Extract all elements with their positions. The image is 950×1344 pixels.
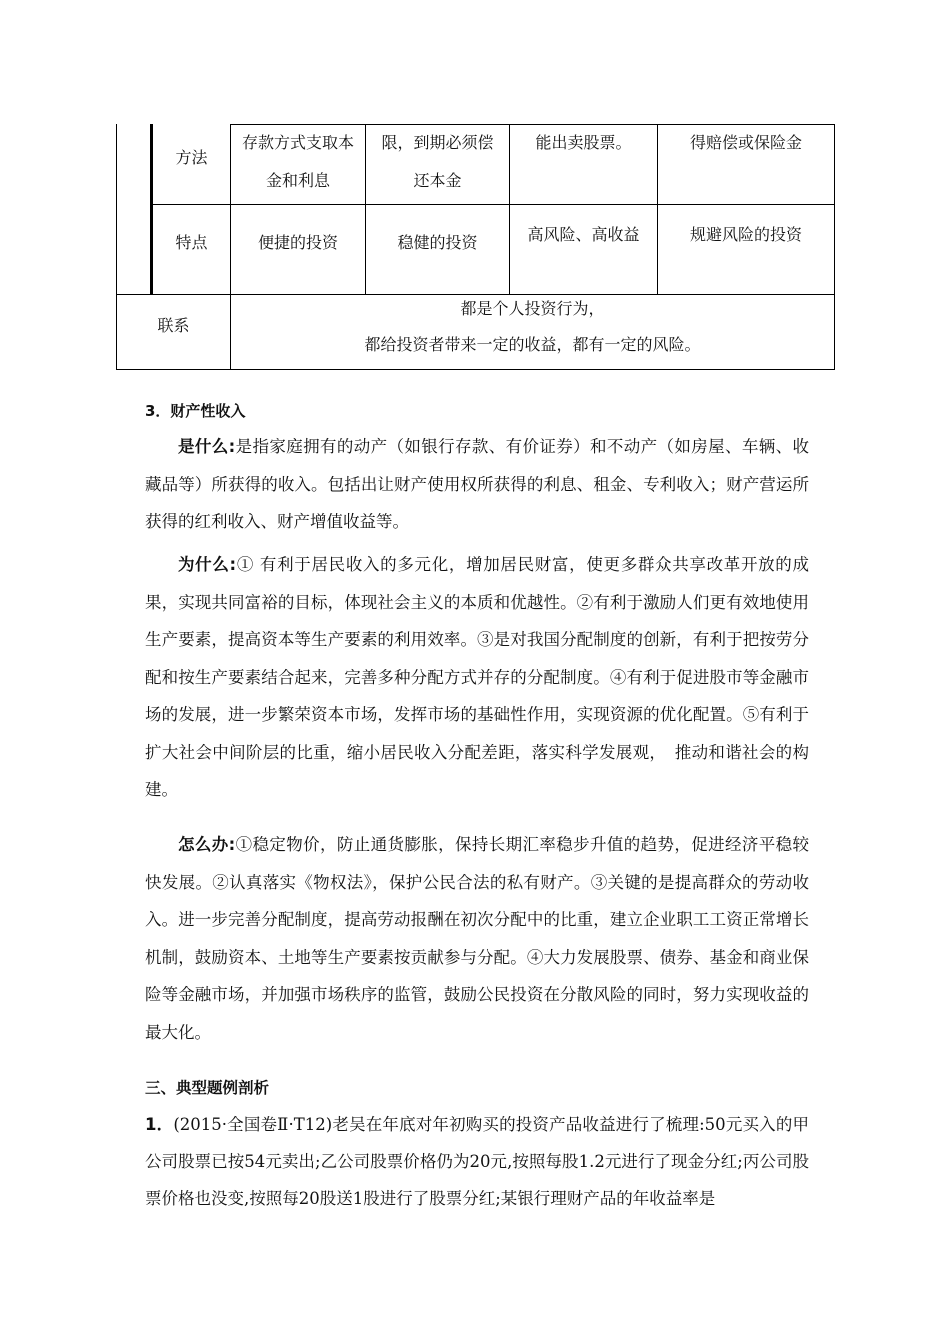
paragraph-text: ① 有利于居民收入的多元化，增加居民财富，使更多群众共享改革开放的成果，实现共同富裕的目标，体现社会主义的本质和优越性。②有利于激励人们更有效地使用生产要素，提高资本等生产要素的利用效率。③是对我国分配制度的创新，有利于把按劳分配和按生产要素结合起来，完善多种分配方式并存的分配制度。④有利于促进股市等金融市场的发展，进一步繁荣资本市场，发挥市场的基础性作用，实现资源的优化配置。⑤有利于扩大社会中间阶层的比重，缩小居民收入分配差距，落实科学发展观， 推动和谐社会的构建。 <box>145 555 809 799</box>
section-heading-examples: 三、典型题例剖析 <box>145 1079 270 1097</box>
row-label-feature: 特点 <box>175 233 208 252</box>
cell-line: 能出卖股票。 <box>535 133 632 152</box>
paragraph-why <box>145 546 809 809</box>
question-1 <box>145 1106 809 1217</box>
paragraph-text: ①稳定物价，防止通货膨胀，保持长期汇率稳步升值的趋势，促进经济平稳较快发展。②认真落实《物权法》，保护公民合法的私有财产。③关键的是提高群众的劳动收入。进一步完善分配制度，提高劳动报酬在初次分配中的比重，建立企业职工工资正常增长机制，鼓励资本、土地等生产要素按贡献参与分配。④大力发展股票、债券、基金和商业保险等金融市场，并加强市场秩序的监管，鼓励公民投资在分散风险的同时，努力实现收益的最大化。 <box>145 835 809 1042</box>
feature-cell-savings: 便捷的投资 <box>257 233 338 252</box>
row-label-link: 联系 <box>157 316 190 335</box>
cell-line: 都是个人投资行为， <box>460 299 605 318</box>
keyword-why: 为什么: <box>178 555 237 574</box>
cell-line: 存款方式支取本 <box>241 133 354 152</box>
method-cell-stocks <box>510 124 657 162</box>
cell-line: 都给投资者带来一定的收益，都有一定的风险。 <box>364 335 701 354</box>
table-border <box>116 369 835 370</box>
feature-cell-stocks: 高风险、高收益 <box>527 225 640 244</box>
cell-line: 还本金 <box>413 171 462 190</box>
feature-cell-bonds: 稳健的投资 <box>397 233 478 252</box>
cell-line: 限，到期必须偿 <box>381 133 494 152</box>
keyword-how: 怎么办: <box>178 835 236 854</box>
link-cell <box>231 291 834 363</box>
question-text: (2015·全国卷Ⅱ·T12)老吴在年底对年初购买的投资产品收益进行了梳理:50元买入的甲公司股票已按54元卖出;乙公司股票价格仍为20元,按照每股1.2元进行了现金分红;丙公司股票价格也没变,按照每20股送1股进行了股票分红;某银行理财产品的年收益率是 <box>145 1115 809 1208</box>
method-cell-insurance <box>658 124 834 162</box>
paragraph-text: 是指家庭拥有的动产（如银行存款、有价证券）和不动产（如房屋、车辆、收藏品等）所获得的收入。包括出让财产使用权所获得的利息、租金、专利收入；财产营运所获得的红利收入、财产增值收益等。 <box>145 437 809 531</box>
cell-line: 金和利息 <box>265 171 330 190</box>
table-border <box>150 204 835 205</box>
keyword-what: 是什么: <box>178 437 236 456</box>
method-cell-savings <box>231 124 365 200</box>
paragraph-how <box>145 826 809 1051</box>
cell-line: 得赔偿或保险金 <box>689 133 802 152</box>
section-heading-property-income: 3．财产性收入 <box>145 402 246 420</box>
question-number: 1． <box>145 1115 174 1134</box>
feature-cell-insurance: 规避风险的投资 <box>689 225 802 244</box>
paragraph-what <box>145 428 809 541</box>
method-cell-bonds <box>366 124 509 200</box>
row-label-method: 方法 <box>175 148 208 167</box>
table-border <box>834 124 835 370</box>
investment-comparison-table <box>116 124 835 370</box>
